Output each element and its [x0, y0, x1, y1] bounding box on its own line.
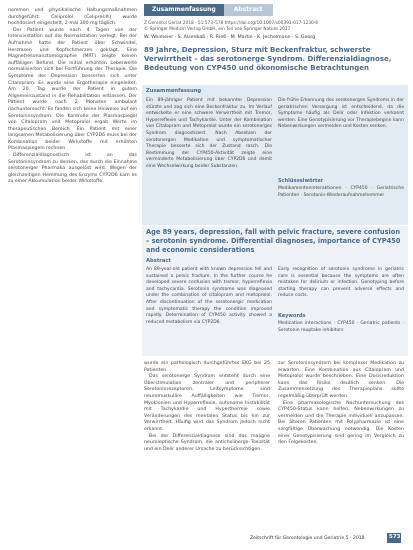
citation-block [144, 21, 406, 33]
tab-abstract[interactable]: Abstract [224, 4, 273, 16]
left-paragraph: Differenzialdiagnostisch ist an das Serotoninsyndrom zu denken, das durch die Einnahme serotonerger Pharmaka ausgelöst wird. Wegen der gleichzeitigen Hemmung des Enzyms CYP2D6 kam es zu einer Akkumulation beider Wirkstoffe. [8, 153, 137, 185]
citation-line: Z Gerontol Geriat 2018 · 51:573–578 https://doi.org/10.1007/s00391-017-1230-6 [144, 21, 319, 26]
left-body-column [8, 8, 137, 186]
zusammenfassung-text-col1: Ein 89-jähriger Patient mit bekannter Depression stürzte und zog sich eine Beckenfraktur zu. Im Verlauf entwickelte er eine schwere Verwirrtheit mit Tremor, Hyperreflexie und Tachykardie. Unter der Kombination von Citalopram und Metoprolol wurde ein serotonerges Syndrom diagnostiziert. Nach Absetzen der serotonergen Medikation und symptomatischer Therapie besserte sich der Zustand rasch. Die Bestimmung der CYP450-Aktivität zeigte eine verminderte Metabolisierung über CYP2D6 und damit eine Wechselwirkung beider Substanzen. [146, 98, 272, 169]
left-paragraph: nommen und physikalische Haltungsmaßnahmen durchgeführt. Celiprolol (Celipres®) wurde hochdosiert eingestellt, 2-mal 300 mg täglich. [8, 8, 137, 27]
page-number: 573 [389, 534, 401, 540]
schluesselwoerter-text: Medikamenteninteraktionen · CYP450 · Geriatrische Patienten · Serotonin-Wiederaufnahmehemmer [278, 186, 404, 198]
keywords-heading: Keywords [278, 313, 306, 319]
author-list: W. Weimeier · S. Alsenbaß · R. Rieß · M. Martin · K. Jechelmann · S. Georg [144, 35, 316, 40]
summary-tab-bar [144, 4, 273, 16]
middle-paragraph: wurde ein pathologisch durchgeführtes EKG bei 25 Patienten. [144, 361, 270, 373]
abstract-heading: Abstract [146, 258, 171, 264]
journal-footer: Zeitschrift für Gerontologie und Geriatrie 5 · 2018 [250, 536, 365, 541]
copyright-line: © Springer Medizin Verlag GmbH, ein Teil von Springer Nature 2017 [144, 27, 291, 32]
tab-zusammenfassung[interactable]: Zusammenfassung [144, 4, 224, 16]
zusammenfassung-heading: Zusammenfassung [146, 88, 202, 94]
middle-body-column [144, 361, 270, 453]
keywords-text: Medication interactions · CYP450 · Geriatric patients · Serotonin reuptake inhibitors [278, 321, 404, 333]
middle-paragraph: Bei der Differenzialdiagnose sind das maligne neuroleptische Syndrom, die anticholinerge Toxizität und ein Delir anderer Ursache zu berücksichtigen. [144, 433, 270, 452]
right-paragraph: Eine pharmakologische Nachuntersuchung des CYP450-Status kann helfen, Nebenwirkungen zu vermeiden und die Therapie individuell anzupassen. Bei älteren Patienten mit Polypharmazie ist eine sorgfältige Überwachung notwendig. Die Kosten einer Genotypisierung sind gering im Vergleich zu den Folgekosten. [278, 400, 404, 446]
right-body-column [278, 361, 404, 447]
english-title: Age 89 years, depression, fall with pelvic fracture, severe confusion – serotonin syndrome. Differential diagnoses, importance of CYP450 and economic considerations [146, 228, 401, 254]
german-title: 89 Jahre, Depression, Sturz mit Beckenfraktur, schwerste Verwirrtheit – das serotonerge Syndrom. Differenzialdiagnose, Bedeutung von CYP450 und ökonomische Betrachtungen [144, 46, 392, 73]
abstract-text-col2: Early recognition of serotonin syndrome in geriatric care is essential because the symptoms are often mistaken for delirium or infection. Genotyping before starting therapy can prevent adverse effects and reduce costs. [278, 267, 404, 299]
right-paragraph: zur Serotoninsyndrom bei komplexer Medikation zu erwarten. Eine Kombination aus Citalopram und Metoprolol wurde beschrieben. Eine Dosisreduktion kann das Risiko deutlich senken. Die Zusammensetzung des Therapieplans sollte regelmäßig überprüft werden. [278, 361, 404, 399]
abstract-text-col1: An 89-year-old patient with known depression fell and sustained a pelvic fracture. In the further course he developed severe confusion with tremor, hyperreflexia and tachycardia. Serotonin syndrome was diagnosed under the combination of citalopram and metoprolol. After discontinuation of the serotonergic medication and symptomatic therapy the condition improved rapidly. Determination of CYP450 activity showed a reduced metabolism via CYP2D6. [146, 267, 272, 325]
middle-paragraph: Das serotonerge Syndrom entsteht durch eine Überstimulation zentraler und peripherer Serotoninrezeptoren. Leitsymptome sind neuromuskuläre Auffälligkeiten wie Tremor, Myoklonien und Hyperreflexie, autonome Instabilität mit Tachykardie und Hyperthermie sowie Veränderungen des mentalen Status bis hin zur Verwirrtheit. Häufig wird das Syndrom jedoch nicht erkannt. [144, 374, 270, 432]
left-paragraph: Der Patient wurde nach 4 Tagen von der Intensivstation auf die Normalstation verlegt. Bei der Aufnahme hatte der Patient über Schwindel, Herzrasen und Kopfschmerzen geklagt. Eine Magnetresonanztomographie (MRT) zeigte keinen auffälligen Befund. Die initial erhöhten Leberwerte normalisierten sich bei Fortführung der Therapie. Die Symptome der Depression besserten sich unter Citalopram. Es wurde eine Ergotherapie eingeleitet. Am 20. Tag wurde der Patient in gutem Allgemeinzustand in die Rehabilitation entlassen. Der Patient wurde nach 2 Monaten ambulant nachuntersucht. Es fanden sich keine Hinweise auf ein Serotoninsyndrom. Die Kontrolle der Plasmaspiegel von Citalopram und Metoprolol ergab Werte im therapeutischen Bereich. Ein Patient mit einer langsamen Metabolisierung über CYP2D6 muss bei der Kombination beider Wirkstoffe mit erhöhten Plasmaspiegeln rechnen. [8, 27, 137, 152]
schluesselwoerter-heading: Schlüsselwörter [278, 178, 324, 184]
zusammenfassung-text-col2: Die frühe Erkennung des serotonergen Syndroms in der geriatrischen Versorgung ist entscheidend, da die Symptome häufig als Delir oder Infektion verkannt werden. Eine Genotypisierung vor Therapiebeginn kann Nebenwirkungen vermeiden und Kosten senken. [278, 98, 404, 130]
